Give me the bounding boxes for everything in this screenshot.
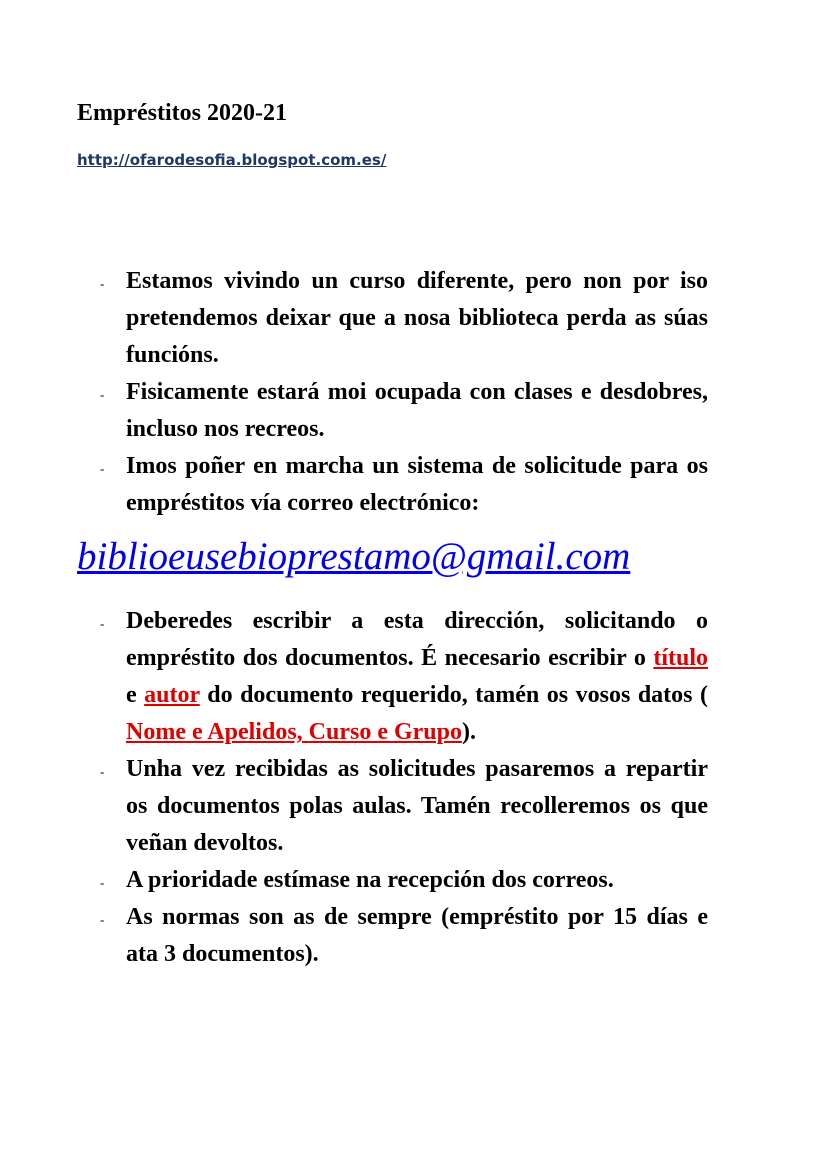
bullet-dash: - [100, 387, 105, 402]
bullet-dash: - [100, 616, 105, 631]
student-data-highlight: Nome e Apelidos, Curso e Grupo [126, 719, 462, 745]
bullet-dash: - [100, 912, 105, 927]
list-item [0, 263, 826, 374]
request-text-part: e [126, 682, 145, 708]
list-item-text: Imos poñer en marcha un sistema de solicitude para os empréstitos vía correo electrónico: [126, 453, 708, 516]
list-item-text: Unha vez recibidas as solicitudes pasaremos a repartir os documentos polas aulas. Tamén recolleremos os que veñan devoltos. [126, 756, 708, 856]
author-highlight: autor [144, 682, 200, 708]
list-item [0, 899, 826, 973]
intro-list [0, 263, 826, 522]
request-text-part: Deberedes escribir a esta dirección, solicitando o empréstito dos documentos. É necesario escribir o [126, 608, 708, 671]
instructions-list [0, 603, 826, 973]
list-item [0, 862, 826, 899]
request-text-part: ). [462, 719, 476, 745]
bullet-dash: - [100, 461, 105, 476]
list-item-text: As normas son as de sempre (empréstito por 15 días e ata 3 documentos). [126, 904, 708, 967]
list-item-text: A prioridade estímase na recepción dos correos. [126, 867, 614, 893]
page-title: Empréstitos 2020-21 [77, 100, 287, 126]
list-item [0, 603, 826, 751]
list-item-text: Fisicamente estará moi ocupada con clases e desdobres, incluso nos recreos. [126, 379, 708, 442]
list-item [0, 374, 826, 448]
list-item [0, 751, 826, 862]
email-link[interactable]: biblioeusebioprestamo@gmail.com [77, 535, 631, 578]
title-highlight: título [653, 645, 708, 671]
list-item-text: Estamos vivindo un curso diferente, pero non por iso pretendemos deixar que a nosa biblioteca perda as súas funcións. [126, 268, 708, 368]
bullet-dash: - [100, 276, 105, 291]
bullet-dash: - [100, 875, 105, 890]
blog-link[interactable]: http://ofarodesofia.blogspot.com.es/ [77, 151, 387, 169]
list-item [0, 448, 826, 522]
bullet-dash: - [100, 764, 105, 779]
request-text-part: do documento requerido, tamén os vosos datos ( [199, 682, 708, 708]
